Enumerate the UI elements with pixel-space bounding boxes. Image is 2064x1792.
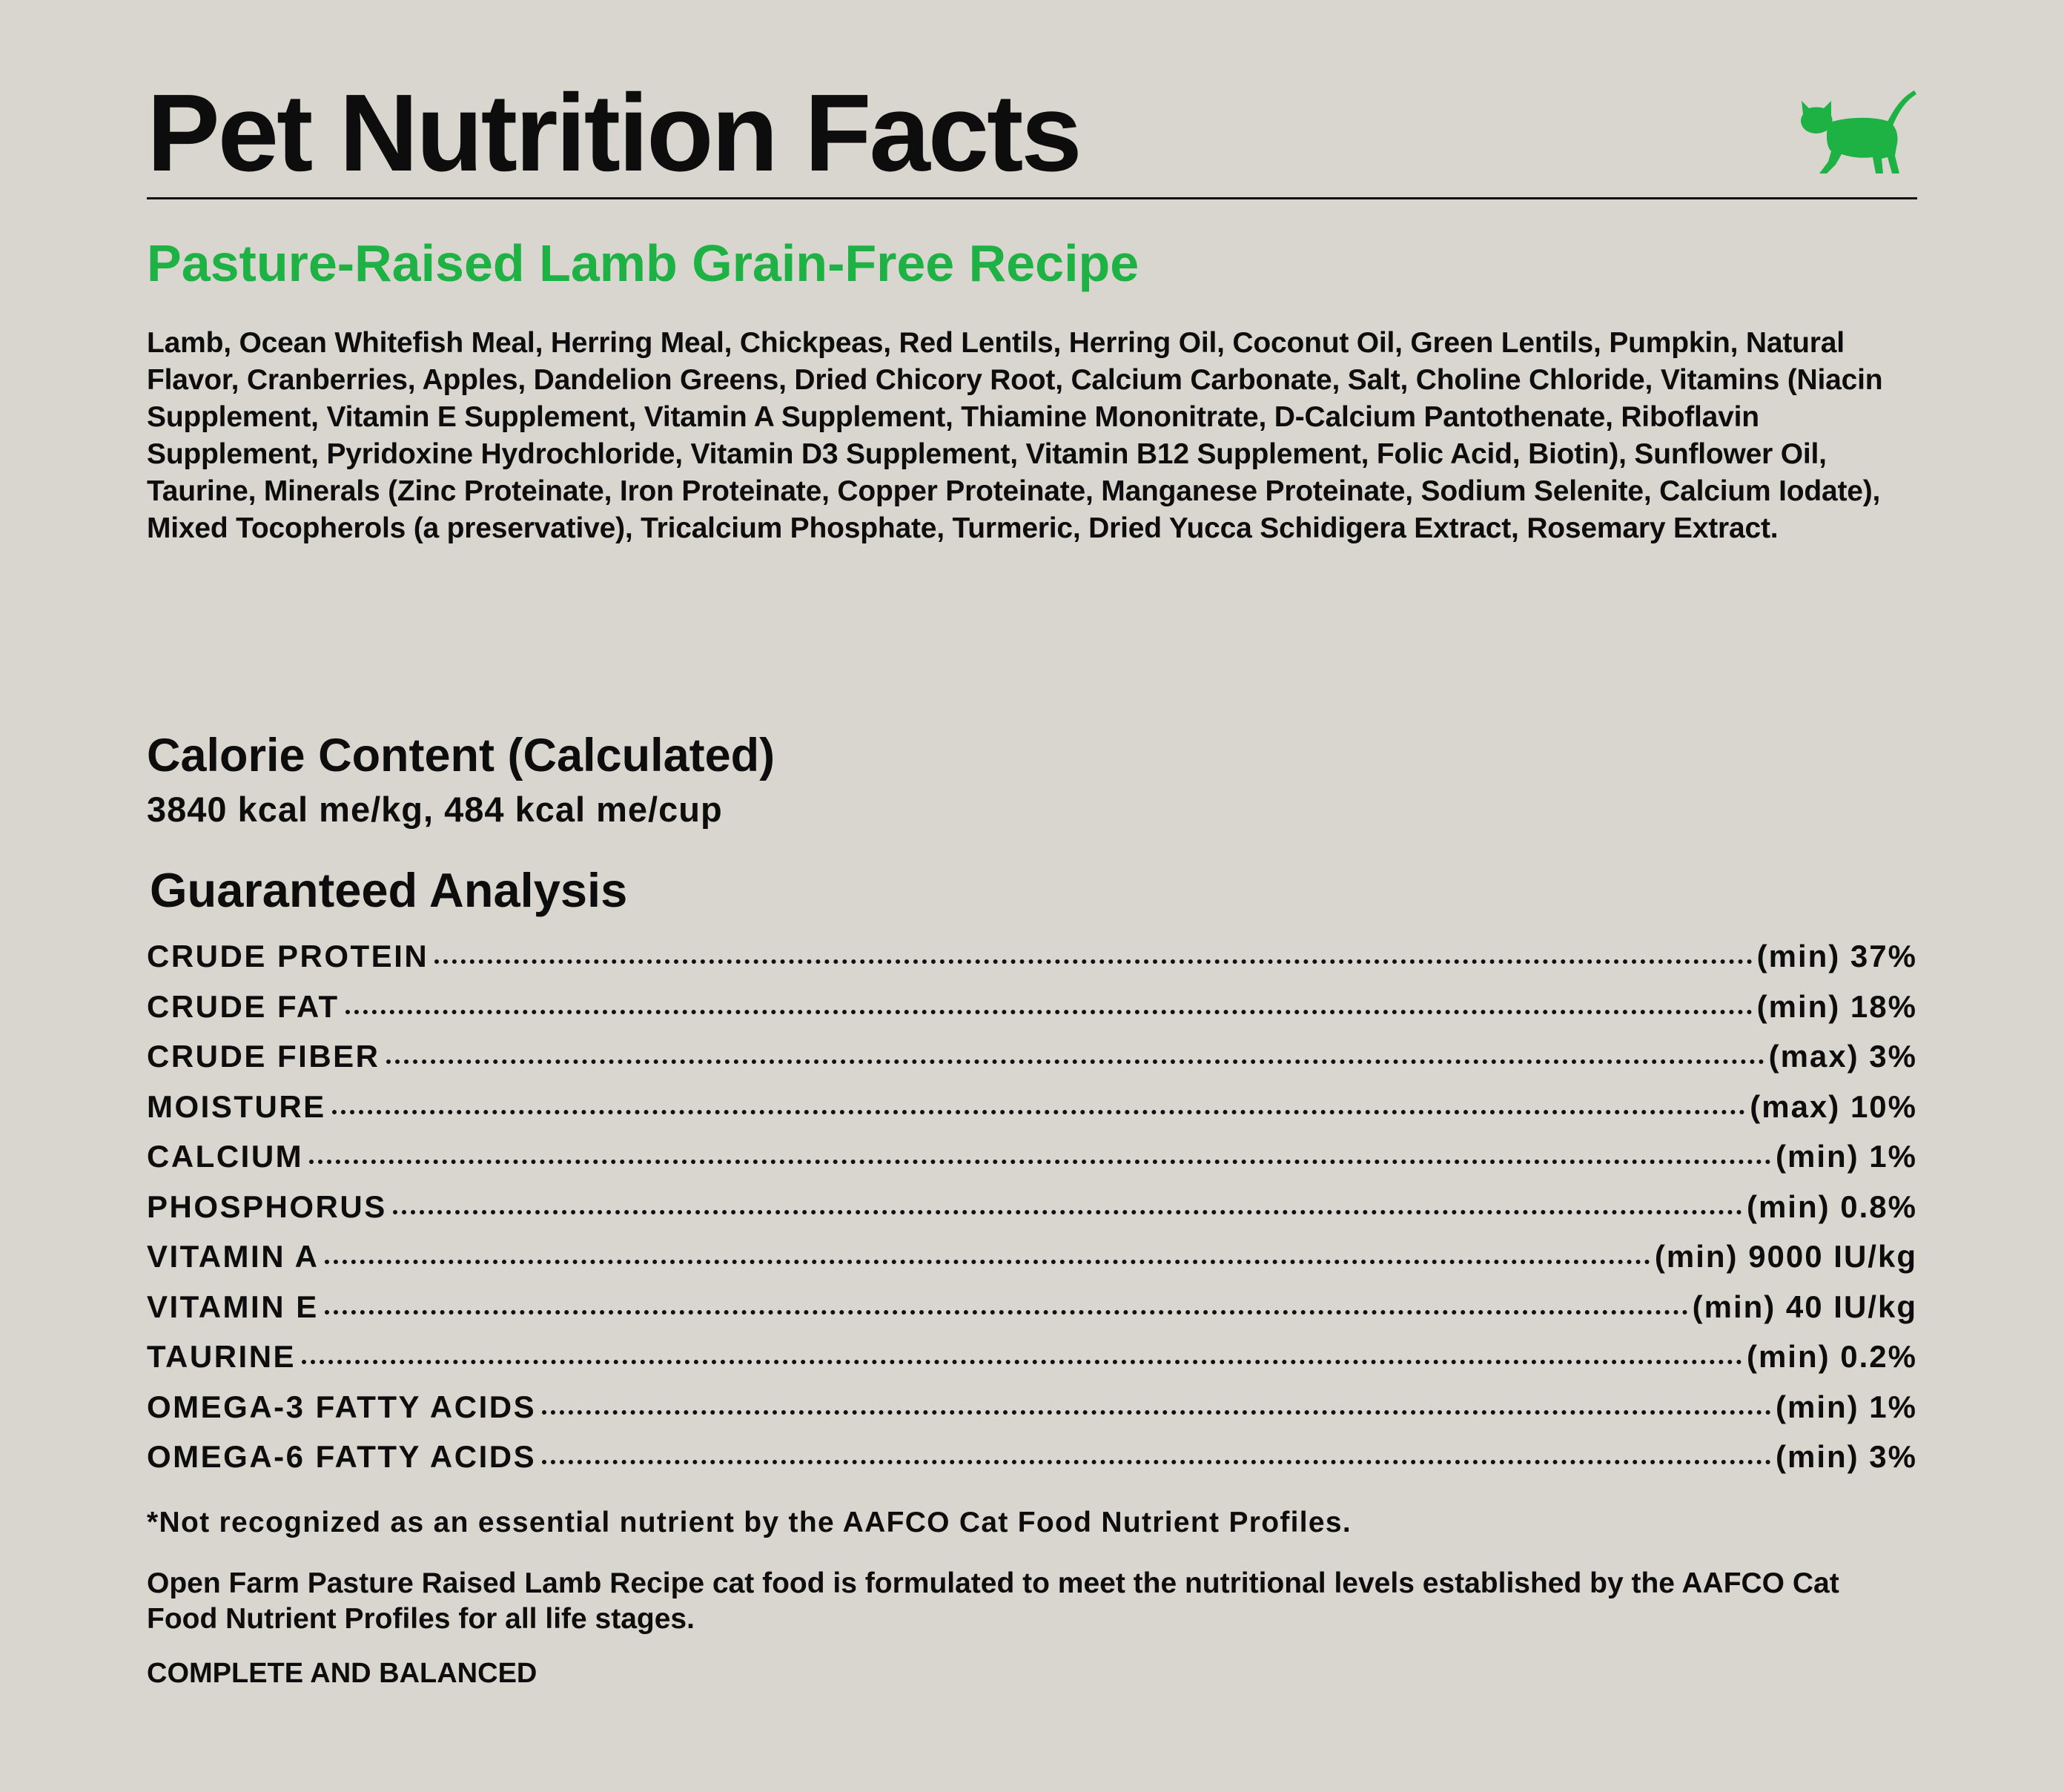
analysis-row-phosphorus — [147, 1182, 1917, 1232]
analysis-row-crude-fiber — [147, 1031, 1917, 1082]
nutrition-label — [147, 0, 1917, 1689]
analysis-row-omega-6 — [147, 1432, 1917, 1482]
nutrient-name: CRUDE FAT — [147, 988, 340, 1024]
guaranteed-analysis-table — [147, 931, 1917, 1482]
nutrient-amount: (max) 3% — [1768, 1039, 1917, 1074]
nutrient-name: VITAMIN A — [147, 1239, 320, 1274]
dot-leader — [345, 1010, 1753, 1014]
nutrient-amount: (min) 0.2% — [1746, 1339, 1917, 1374]
page-title: Pet Nutrition Facts — [147, 72, 1080, 194]
dot-leader — [386, 1059, 1764, 1064]
nutrient-name: MOISTURE — [147, 1088, 326, 1124]
analysis-heading: Guaranteed Analysis — [150, 863, 628, 917]
dot-leader — [325, 1260, 1650, 1264]
nutrient-name: PHOSPHORUS — [147, 1188, 387, 1224]
analysis-row-calcium — [147, 1131, 1917, 1182]
dot-leader — [393, 1210, 1742, 1214]
nutrient-amount: (min) 0.8% — [1746, 1188, 1917, 1224]
dot-leader — [434, 959, 1752, 964]
nutrient-name: CRUDE PROTEIN — [147, 939, 429, 973]
nutrient-amount: (min) 37% — [1756, 939, 1917, 973]
analysis-row-crude-protein — [147, 931, 1917, 982]
nutrient-amount: (min) 1% — [1775, 1389, 1917, 1424]
nutrient-name: CRUDE FIBER — [147, 1039, 380, 1074]
analysis-row-vitamin-a — [147, 1231, 1917, 1282]
nutrient-name: CALCIUM — [147, 1139, 304, 1174]
dot-leader — [309, 1160, 1771, 1164]
recipe-name: Pasture-Raised Lamb Grain-Free Recipe — [147, 234, 1140, 292]
analysis-row-crude-fat — [147, 982, 1917, 1032]
nutrient-name: OMEGA-6 FATTY ACIDS — [147, 1439, 537, 1474]
nutrient-amount: (min) 9000 IU/kg — [1654, 1239, 1917, 1274]
analysis-row-omega-3 — [147, 1382, 1917, 1432]
analysis-row-vitamin-e — [147, 1282, 1917, 1332]
aafco-statement: Open Farm Pasture Raised Lamb Recipe cat food is formulated to meet the nutritional levels established by the AAFCO Cat Food Nutrient Profiles for all life stages. — [147, 1567, 1839, 1635]
footnote: *Not recognized as an essential nutrient by the AAFCO Cat Food Nutrient Profiles. — [147, 1507, 1352, 1538]
nutrient-name: TAURINE — [147, 1339, 297, 1374]
ingredients-list: Lamb, Ocean Whitefish Meal, Herring Meal, Chickpeas, Red Lentils, Herring Oil, Coconut Oil, Green Lentils, Pumpkin, Natural Flavor, Cranberries, Apples, Dandelion Greens, Dried Chicory Root, Calcium Carbonate, Salt, Choline Chloride, Vitamins (Niacin Supplement, Vitamin E Supplement, Vitamin A Supplement, Thiamine Mononitrate, D-Calcium Pantothenate, Riboflavin Supplement, Pyridoxine Hydrochloride, Vitamin D3 Supplement, Vitamin B12 Supplement, Folic Acid, Biotin), Sunflower Oil, Taurine, Minerals (Zinc Proteinate, Iron Proteinate, Copper Proteinate, Manganese Proteinate, Sodium Selenite, Calcium Iodate), Mixed Tocopherols (a preservative), Tricalcium Phosphate, Turmeric, Dried Yucca Schidigera Extract, Rosemary Extract. — [147, 327, 1883, 544]
nutrient-amount: (min) 3% — [1775, 1439, 1917, 1474]
analysis-row-taurine — [147, 1332, 1917, 1382]
calorie-heading: Calorie Content (Calculated) — [147, 730, 775, 781]
nutrient-name: OMEGA-3 FATTY ACIDS — [147, 1389, 537, 1424]
nutrient-amount: (min) 1% — [1775, 1139, 1917, 1174]
header — [147, 0, 1917, 199]
nutrient-name: VITAMIN E — [147, 1289, 319, 1324]
dot-leader — [302, 1360, 1742, 1364]
calorie-value: 3840 kcal me/kg, 484 kcal me/cup — [147, 790, 723, 829]
dot-leader — [332, 1110, 1746, 1114]
nutrient-amount: (min) 18% — [1756, 988, 1917, 1024]
analysis-row-moisture — [147, 1082, 1917, 1132]
complete-and-balanced-label: COMPLETE AND BALANCED — [147, 1658, 538, 1689]
nutrient-amount: (max) 10% — [1750, 1088, 1917, 1124]
nutrient-amount: (min) 40 IU/kg — [1692, 1289, 1917, 1324]
dot-leader — [542, 1410, 1771, 1415]
cat-icon — [1799, 87, 1917, 175]
dot-leader — [325, 1310, 1688, 1315]
dot-leader — [542, 1460, 1771, 1464]
